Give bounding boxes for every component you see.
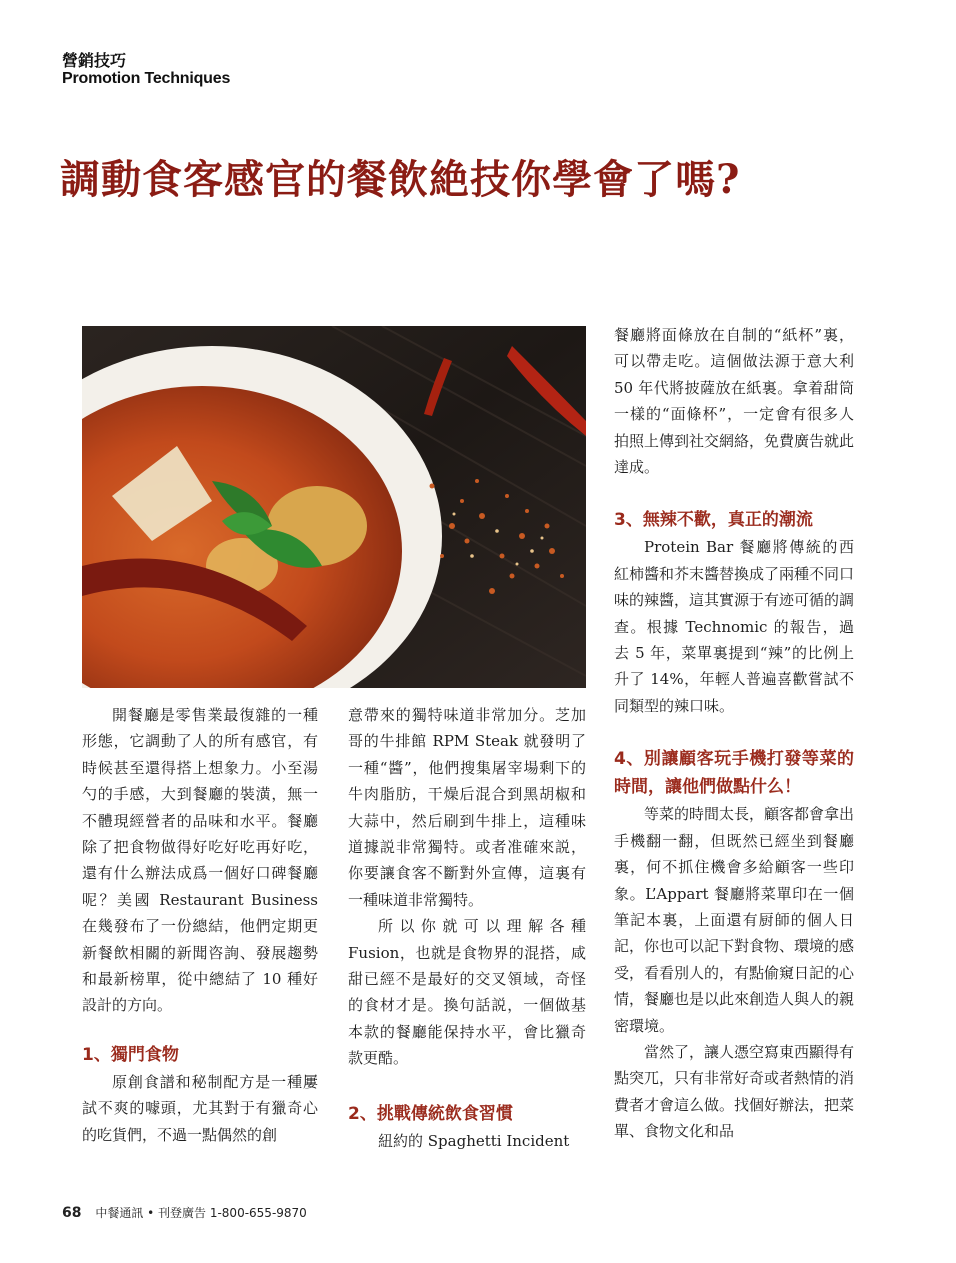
page-footer xyxy=(62,1204,307,1221)
footer-text: 中餐通訊 • 刊登廣告 1-800-655-9870 xyxy=(95,1206,307,1220)
paragraph-rpm-steak: 意帶來的獨特味道非常加分。芝加哥的牛排館 RPM Steak 就發明了一種“醬”，他們搜集屠宰場剩下的牛肉脂肪，干燥后混合到黑胡椒和大蒜中，然后刷到牛排上，這種味道據説非常獨特。或者准確來説，你要讓食客不斷對外宣傳，這裏有一種味道非常獨特。 xyxy=(348,706,586,909)
article-title: 調動食客感官的餐飲絶技你學會了嗎? xyxy=(60,156,741,203)
paragraph-exclusive-food: 原創食譜和秘制配方是一種屢試不爽的噱頭，尤其對于有獵奇心的吃貨們，不過一點偶然的創 xyxy=(82,1072,318,1144)
page-number: 68 xyxy=(62,1205,82,1221)
section-label-chinese: 營銷技巧 xyxy=(62,51,127,70)
paragraph-protein-bar: Protein Bar 餐廳將傳統的西紅柿醬和芥末醬替換成了兩種不同口味的辣醬，這其實源于有迹可循的調查。根據 Technomic 的報告，過去 5 年，菜單裏提到“辣”的比例上升了 14%，年輕人普遍喜歡嘗試不同類型的辣口味。 xyxy=(614,538,855,715)
paragraph-spaghetti-incident: 紐約的 Spaghetti Incident xyxy=(378,1131,570,1150)
paragraph-conclusion: 當然了，讓人憑空寫東西顯得有點突兀，只有非常好奇或者熱情的消費者才會這么做。找個好辦法，把菜單、食物文化和品 xyxy=(614,1042,855,1141)
paragraph-fusion: 所以你就可以理解各種 Fusion，也就是食物界的混搭，咸甜已經不是最好的交叉領域，奇怪的食材才是。換句話説，一個做基本款的餐廳能保持水平，會比獵奇款更酷。 xyxy=(348,917,586,1068)
heading-no-phones: 4、別讓顧客玩手機打發等菜的時間，讓他們做點什么！ xyxy=(614,749,854,798)
heading-challenge-tradition: 2、挑戰傳統飲食習慣 xyxy=(348,1103,513,1124)
section-label-english: Promotion Techniques xyxy=(62,70,231,87)
paragraph-lappart: 等菜的時間太長，顧客都會拿出手機翻一翻，但既然已經坐到餐廳裏，何不抓住機會多給顧客一些印象。L’Appart 餐廳將菜單印在一個筆記本裏，上面還有厨師的個人日記，你也可以記下對食物、環境的感受，看看別人的，有點偷窺日記的心情，餐廳也是以此來創造人與人的親密環境。 xyxy=(614,805,855,1035)
column-1 xyxy=(82,702,318,1148)
intro-paragraph: 開餐廳是零售業最復雜的一種形態，它調動了人的所有感官，有時候甚至還得搭上想象力。小至湯勺的手感，大到餐廳的裝潢，無一不體現經營者的品味和水平。餐廳除了把食物做得好吃好吃再好吃，還有什么辦法成爲一個好口碑餐廳呢？美國 Restaurant Business 在幾發布了一份總結，他們定期更新餐飲相關的新聞咨詢、發展趨勢和最新榜單，從中總結了 10 種好設計的方向。 xyxy=(82,706,318,1015)
column-3 xyxy=(614,322,854,1145)
column-2 xyxy=(348,702,586,1154)
food-photo xyxy=(82,326,586,688)
heading-spicy-trend: 3、無辣不歡，真正的潮流 xyxy=(614,510,813,531)
heading-exclusive-food: 1、獨門食物 xyxy=(82,1044,179,1065)
paragraph-noodle-cup: 餐廳將面條放在自制的“紙杯”裏，可以帶走吃。這個做法源于意大利 50 年代將披薩放在紙裏。拿着甜筒一樣的“面條杯”，一定會有很多人拍照上傳到社交網絡，免費廣告就此達成。 xyxy=(614,326,855,477)
